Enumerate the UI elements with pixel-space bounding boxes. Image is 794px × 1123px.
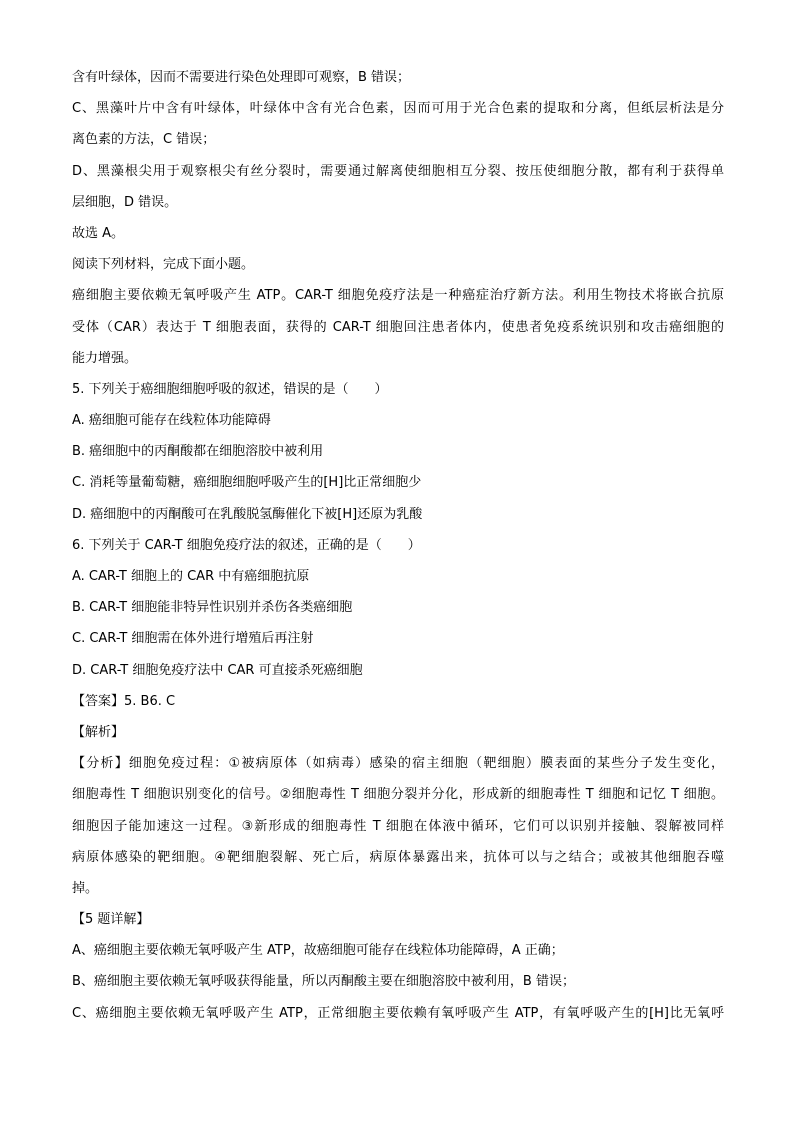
question-6-stem: 6. 下列关于 CAR-T 细胞免疫疗法的叙述，正确的是（ ） — [72, 537, 421, 553]
question-6-option-c: C. CAR-T 细胞需在体外进行增殖后再注射 — [72, 631, 314, 647]
question-6-option-d: D. CAR-T 细胞免疫疗法中 CAR 可直接杀死癌细胞 — [72, 662, 363, 678]
text-line: 病原体感染的靶细胞。④靶细胞裂解、死亡后，病原体暴露出来，抗体可以与之结合；或被其他细胞吞噬 — [72, 849, 724, 865]
question-5-option-a: A. 癌细胞可能存在线粒体功能障碍 — [72, 413, 271, 429]
analysis-heading: 【解析】 — [72, 724, 125, 740]
text-line: 阅读下列材料，完成下面小题。 — [72, 257, 255, 273]
text-line: 细胞因子能加速这一过程。③新形成的细胞毒性 T 细胞在体液中循环，它们可以识别并接触、裂解被同样 — [72, 818, 724, 834]
question-5-stem: 5. 下列关于癌细胞细胞呼吸的叙述，错误的是（ ） — [72, 381, 388, 397]
question-5-option-c: C. 消耗等量葡萄糖，癌细胞细胞呼吸产生的[H]比正常细胞少 — [72, 475, 422, 491]
text-line: B、癌细胞主要依赖无氧呼吸获得能量，所以丙酮酸主要在细胞溶胶中被利用，B 错误； — [72, 974, 575, 990]
text-line: D、黑藻根尖用于观察根尖有丝分裂时，需要通过解离使细胞相互分裂、按压使细胞分散，都有利于获得单 — [72, 163, 724, 179]
text-line: 故选 A。 — [72, 225, 125, 241]
q5-detail-heading: 【5 题详解】 — [72, 912, 150, 928]
question-5-option-d: D. 癌细胞中的丙酮酸可在乳酸脱氢酶催化下被[H]还原为乳酸 — [72, 506, 423, 522]
text-line: 掉。 — [72, 880, 99, 896]
text-line: 层细胞，D 错误。 — [72, 194, 178, 210]
answer-line: 【答案】5. B6. C — [72, 693, 176, 709]
text-line: C、癌细胞主要依赖无氧呼吸产生 ATP，正常细胞主要依赖有氧呼吸产生 ATP，有氧呼吸产生的[H]比无氧呼 — [72, 1005, 724, 1021]
text-line: C、黑藻叶片中含有叶绿体，叶绿体中含有光合色素，因而可用于光合色素的提取和分离，但纸层析法是分 — [72, 101, 724, 117]
question-6-option-a: A. CAR-T 细胞上的 CAR 中有癌细胞抗原 — [72, 569, 310, 584]
question-6-option-b: B. CAR-T 细胞能非特异性识别并杀伤各类癌细胞 — [72, 600, 353, 616]
question-5-option-b: B. 癌细胞中的丙酮酸都在细胞溶胶中被利用 — [72, 444, 324, 460]
text-line: 含有叶绿体，因而不需要进行染色处理即可观察，B 错误； — [72, 70, 411, 85]
text-line: 【分析】细胞免疫过程：①被病原体（如病毒）感染的宿主细胞（靶细胞）膜表面的某些分子发生变化， — [72, 756, 724, 772]
text-line: 能力增强。 — [72, 350, 138, 366]
document-page — [72, 62, 724, 1029]
text-line: A、癌细胞主要依赖无氧呼吸产生 ATP，故癌细胞可能存在线粒体功能障碍，A 正确； — [72, 943, 564, 959]
text-line: 离色素的方法，C 错误； — [72, 132, 216, 148]
text-line: 细胞毒性 T 细胞识别变化的信号。②细胞毒性 T 细胞分裂并分化，形成新的细胞毒性 T 细胞和记忆 T 细胞。 — [72, 787, 724, 803]
text-line: 癌细胞主要依赖无氧呼吸产生 ATP。CAR-T 细胞免疫疗法是一种癌症治疗新方法。利用生物技术将嵌合抗原 — [72, 288, 724, 304]
text-line: 受体（CAR）表达于 T 细胞表面，获得的 CAR-T 细胞回注患者体内，使患者免疫系统识别和攻击癌细胞的 — [72, 319, 724, 335]
